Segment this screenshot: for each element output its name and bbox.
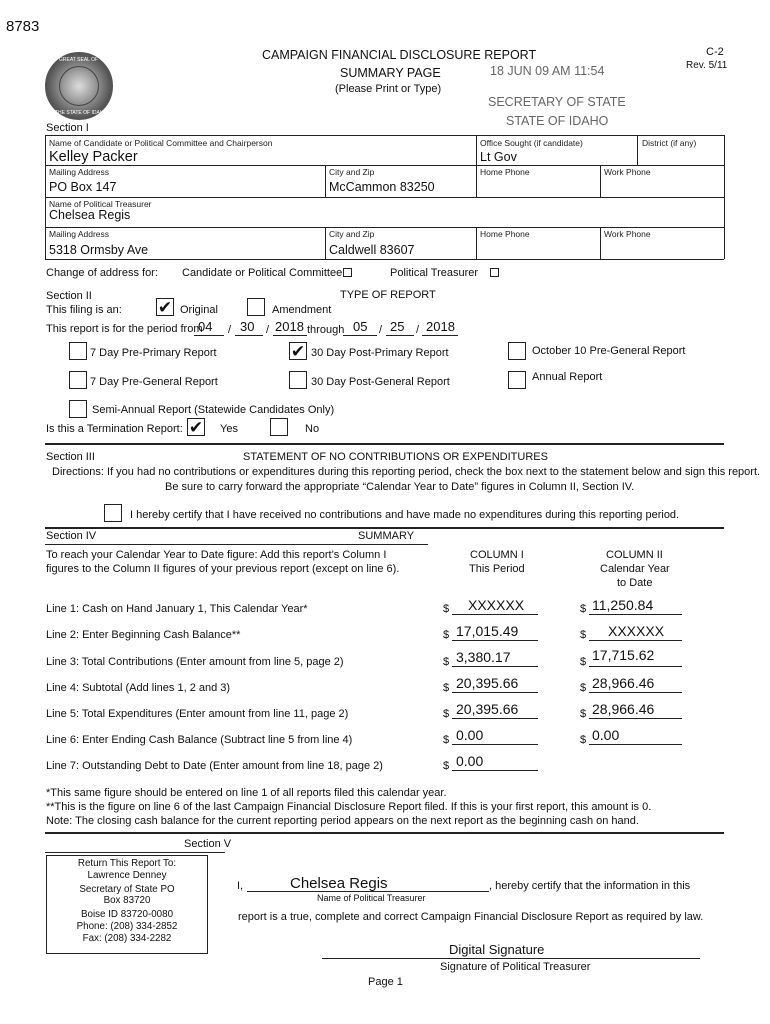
30day-post-primary-label: 30 Day Post-Primary Report xyxy=(311,347,449,359)
section3-label: Section III xyxy=(46,451,95,463)
check-icon: ✔ xyxy=(290,342,306,361)
column1-subheading: This Period xyxy=(469,563,525,575)
check-icon: ✔ xyxy=(157,298,173,317)
original-checkbox[interactable] xyxy=(156,298,174,316)
treasurer-mailing-field[interactable]: 5318 Ormsby Ave xyxy=(49,243,149,257)
state-seal xyxy=(45,52,113,120)
type-of-report-heading: TYPE OF REPORT xyxy=(340,289,436,301)
7day-pre-general-checkbox[interactable] xyxy=(69,371,87,389)
summary-heading: SUMMARY xyxy=(358,530,415,542)
period-to-day[interactable]: 25 xyxy=(390,319,405,334)
line5-col2-value[interactable]: 28,966.46 xyxy=(592,701,655,717)
termination-yes-checkbox[interactable] xyxy=(187,418,205,436)
mailing-address-field[interactable]: PO Box 147 xyxy=(49,180,117,194)
doc-number: 8783 xyxy=(6,18,40,35)
7day-pre-general-label: 7 Day Pre-General Report xyxy=(90,376,218,388)
signature-caption: Signature of Political Treasurer xyxy=(440,961,591,973)
line-label: Line 7: Outstanding Debt to Date (Enter amount from line 18, page 2) xyxy=(46,760,383,772)
return-line: Secretary of State PO xyxy=(79,883,175,895)
certify-text: , hereby certify that the information in this xyxy=(489,880,691,892)
work-phone-label: Work Phone xyxy=(604,167,651,177)
form-subtitle: SUMMARY PAGE xyxy=(340,66,441,80)
semi-annual-checkbox[interactable] xyxy=(69,400,87,418)
no-activity-certify-checkbox[interactable] xyxy=(104,504,122,522)
currency-sign: $ xyxy=(443,603,450,615)
no-contributions-heading: STATEMENT OF NO CONTRIBUTIONS OR EXPENDITURES xyxy=(243,451,548,463)
currency-sign: $ xyxy=(443,760,450,772)
line-label: Line 1: Cash on Hand January 1, This Calendar Year* xyxy=(46,603,308,615)
return-line: Phone: (208) 334-2852 xyxy=(76,920,178,932)
line4-col2-value[interactable]: 28,966.46 xyxy=(592,675,655,691)
line6-col1-value[interactable]: 0.00 xyxy=(456,727,484,743)
received-stamp-date: 18 JUN 09 AM 11:54 xyxy=(490,64,605,78)
certify-name-caption: Name of Political Treasurer xyxy=(317,893,426,903)
change-candidate-checkbox[interactable] xyxy=(343,268,352,277)
change-address-label: Change of address for: xyxy=(46,267,158,279)
currency-sign: $ xyxy=(580,682,587,694)
annual-report-checkbox[interactable] xyxy=(508,371,526,389)
period-to-month[interactable]: 05 xyxy=(353,319,368,334)
column2-subheading-2: to Date xyxy=(617,577,653,589)
period-from-year[interactable]: 2018 xyxy=(275,319,304,334)
return-address-box xyxy=(46,855,208,954)
city-zip-label: City and Zip xyxy=(329,167,375,177)
termination-no-label: No xyxy=(305,423,320,435)
line4-col1-value[interactable]: 20,395.66 xyxy=(456,675,519,691)
return-line: Fax: (208) 334-2282 xyxy=(82,932,172,944)
filing-type-label: This filing is an: xyxy=(46,304,122,316)
line3-col2-value[interactable]: 17,715.62 xyxy=(592,647,655,663)
semi-annual-label: Semi-Annual Report (Statewide Candidates Only) xyxy=(92,404,335,416)
column2-subheading: Calendar Year xyxy=(600,563,670,575)
treasurer-home-phone-label: Home Phone xyxy=(480,229,530,239)
certify-treasurer-name-field[interactable]: Chelsea Regis xyxy=(290,875,388,892)
form-title: CAMPAIGN FINANCIAL DISCLOSURE REPORT xyxy=(262,48,537,62)
30day-post-general-label: 30 Day Post-General Report xyxy=(311,376,450,388)
district-label: District (if any) xyxy=(642,138,697,148)
check-icon: ✔ xyxy=(188,418,204,437)
line3-col1-value[interactable]: 3,380.17 xyxy=(456,649,511,665)
period-slash: / xyxy=(266,324,270,336)
currency-sign: $ xyxy=(580,656,587,668)
30day-post-primary-checkbox[interactable] xyxy=(289,342,307,360)
7day-pre-primary-checkbox[interactable] xyxy=(69,342,87,360)
certify-text-2: report is a true, complete and correct Campaign Financial Disclosure Report as required by law. xyxy=(238,911,704,923)
received-stamp-office: SECRETARY OF STATE xyxy=(488,95,626,109)
30day-post-general-checkbox[interactable] xyxy=(289,371,307,389)
currency-sign: $ xyxy=(443,629,450,641)
form-revision: Rev. 5/11 xyxy=(686,60,728,71)
october10-pre-general-label: October 10 Pre-General Report xyxy=(532,345,686,357)
currency-sign: $ xyxy=(580,629,587,641)
summary-intro-1: To reach your Calendar Year to Date figure: Add this report’s Column I xyxy=(46,549,387,561)
return-line: Boise ID 83720-0080 xyxy=(80,909,174,921)
period-label: This report is for the period from xyxy=(46,323,203,335)
amendment-label: Amendment xyxy=(272,304,332,316)
change-treasurer-label: Political Treasurer xyxy=(390,267,479,279)
period-from-day[interactable]: 30 xyxy=(240,319,255,334)
annual-report-label: Annual Report xyxy=(532,371,603,383)
form-instruction: (Please Print or Type) xyxy=(335,83,442,95)
section5-label: Section V xyxy=(184,838,232,850)
line1-col1-value[interactable]: XXXXXX xyxy=(468,597,525,613)
treasurer-city-zip-label: City and Zip xyxy=(329,229,375,239)
currency-sign: $ xyxy=(580,734,587,746)
october10-pre-general-checkbox[interactable] xyxy=(508,342,526,360)
candidate-name-field[interactable]: Kelley Packer xyxy=(49,149,138,165)
change-treasurer-checkbox[interactable] xyxy=(490,268,499,277)
section1-label: Section I xyxy=(46,122,89,134)
section2-label: Section II xyxy=(46,290,92,302)
period-to-year[interactable]: 2018 xyxy=(426,319,455,334)
no-activity-certify-label: I hereby certify that I have received no contributions and have made no expenditures during this reporting period. xyxy=(130,509,680,521)
period-slash: / xyxy=(379,324,383,336)
section3-directions-2: Be sure to carry forward the appropriate “Calendar Year to Date” figures in Column II, Section IV. xyxy=(165,481,635,493)
line-label: Line 3: Total Contributions (Enter amount from line 5, page 2) xyxy=(46,656,344,668)
treasurer-city-zip-field[interactable]: Caldwell 83607 xyxy=(329,243,415,257)
line-label: Line 2: Enter Beginning Cash Balance** xyxy=(46,629,241,641)
line-label: Line 4: Subtotal (Add lines 1, 2 and 3) xyxy=(46,682,231,694)
return-line: Box 83720 xyxy=(103,895,151,907)
period-through: through xyxy=(307,324,345,336)
line1-col2-value[interactable]: 11,250.84 xyxy=(592,597,654,613)
line7-col1-value[interactable]: 0.00 xyxy=(456,753,484,769)
currency-sign: $ xyxy=(580,708,587,720)
treasurer-mailing-label: Mailing Address xyxy=(49,229,110,239)
seal-bottom-text: THE STATE OF IDAHO xyxy=(55,110,108,116)
home-phone-label: Home Phone xyxy=(480,167,530,177)
form-code: C-2 xyxy=(706,46,724,58)
mailing-address-label: Mailing Address xyxy=(49,167,110,177)
7day-pre-primary-label: 7 Day Pre-Primary Report xyxy=(90,347,217,359)
period-slash: / xyxy=(228,324,232,336)
received-stamp-state: STATE OF IDAHO xyxy=(506,114,609,128)
section4-label: Section IV xyxy=(46,530,97,542)
seal-top-text: GREAT SEAL OF xyxy=(59,57,99,63)
column1-heading: COLUMN I xyxy=(470,549,524,561)
currency-sign: $ xyxy=(443,656,450,668)
currency-sign: $ xyxy=(580,603,587,615)
termination-yes-label: Yes xyxy=(220,423,238,435)
candidate-name-label: Name of Candidate or Political Committee and Chairperson xyxy=(49,138,273,148)
treasurer-work-phone-label: Work Phone xyxy=(604,229,651,239)
footnote-2: **This is the figure on line 6 of the last Campaign Financial Disclosure Report filed. If this is your first report, this amount is 0. xyxy=(46,801,652,813)
termination-no-checkbox[interactable] xyxy=(270,418,288,436)
line5-col1-value[interactable]: 20,395.66 xyxy=(456,701,519,717)
section3-directions-1: Directions: If you had no contributions or expenditures during this reporting period, check the box next to the statement below and sign this report. xyxy=(52,466,761,478)
signature-field[interactable]: Digital Signature xyxy=(449,942,545,957)
line-label: Line 6: Enter Ending Cash Balance (Subtract line 5 from line 4) xyxy=(46,734,353,746)
termination-label: Is this a Termination Report: xyxy=(46,423,183,435)
line2-col1-value[interactable]: 17,015.49 xyxy=(456,623,519,639)
return-line: Return This Report To: xyxy=(77,858,177,869)
currency-sign: $ xyxy=(443,708,450,720)
column2-heading: COLUMN II xyxy=(606,549,663,561)
footnote-3: Note: The closing cash balance for the current reporting period appears on the next report as the beginning cash on hand. xyxy=(46,815,639,827)
line6-col2-value[interactable]: 0.00 xyxy=(592,727,620,743)
treasurer-name-label: Name of Political Treasurer xyxy=(49,199,152,209)
currency-sign: $ xyxy=(443,682,450,694)
treasurer-name-field[interactable]: Chelsea Regis xyxy=(49,208,131,222)
footnote-1: *This same figure should be entered on line 1 of all reports filed this calendar year. xyxy=(46,787,447,799)
period-slash: / xyxy=(416,324,420,336)
summary-intro-2: figures to the Column II figures of your previous report (except on line 6). xyxy=(46,563,400,575)
original-label: Original xyxy=(180,304,218,316)
office-sought-label: Office Sought (if candidate) xyxy=(480,138,583,148)
line-label: Line 5: Total Expenditures (Enter amount from line 11, page 2) xyxy=(46,708,349,720)
change-candidate-label: Candidate or Political Committee xyxy=(182,267,343,279)
page-number: Page 1 xyxy=(368,976,403,988)
return-line: Lawrence Denney xyxy=(87,869,167,881)
amendment-checkbox[interactable] xyxy=(247,298,265,316)
office-sought-field[interactable]: Lt Gov xyxy=(480,150,517,164)
city-zip-field[interactable]: McCammon 83250 xyxy=(329,180,435,194)
currency-sign: $ xyxy=(443,734,450,746)
certify-i-label: I, xyxy=(237,880,244,892)
line2-col2-value[interactable]: XXXXXX xyxy=(608,623,665,639)
period-from-month[interactable]: 04 xyxy=(198,319,213,334)
